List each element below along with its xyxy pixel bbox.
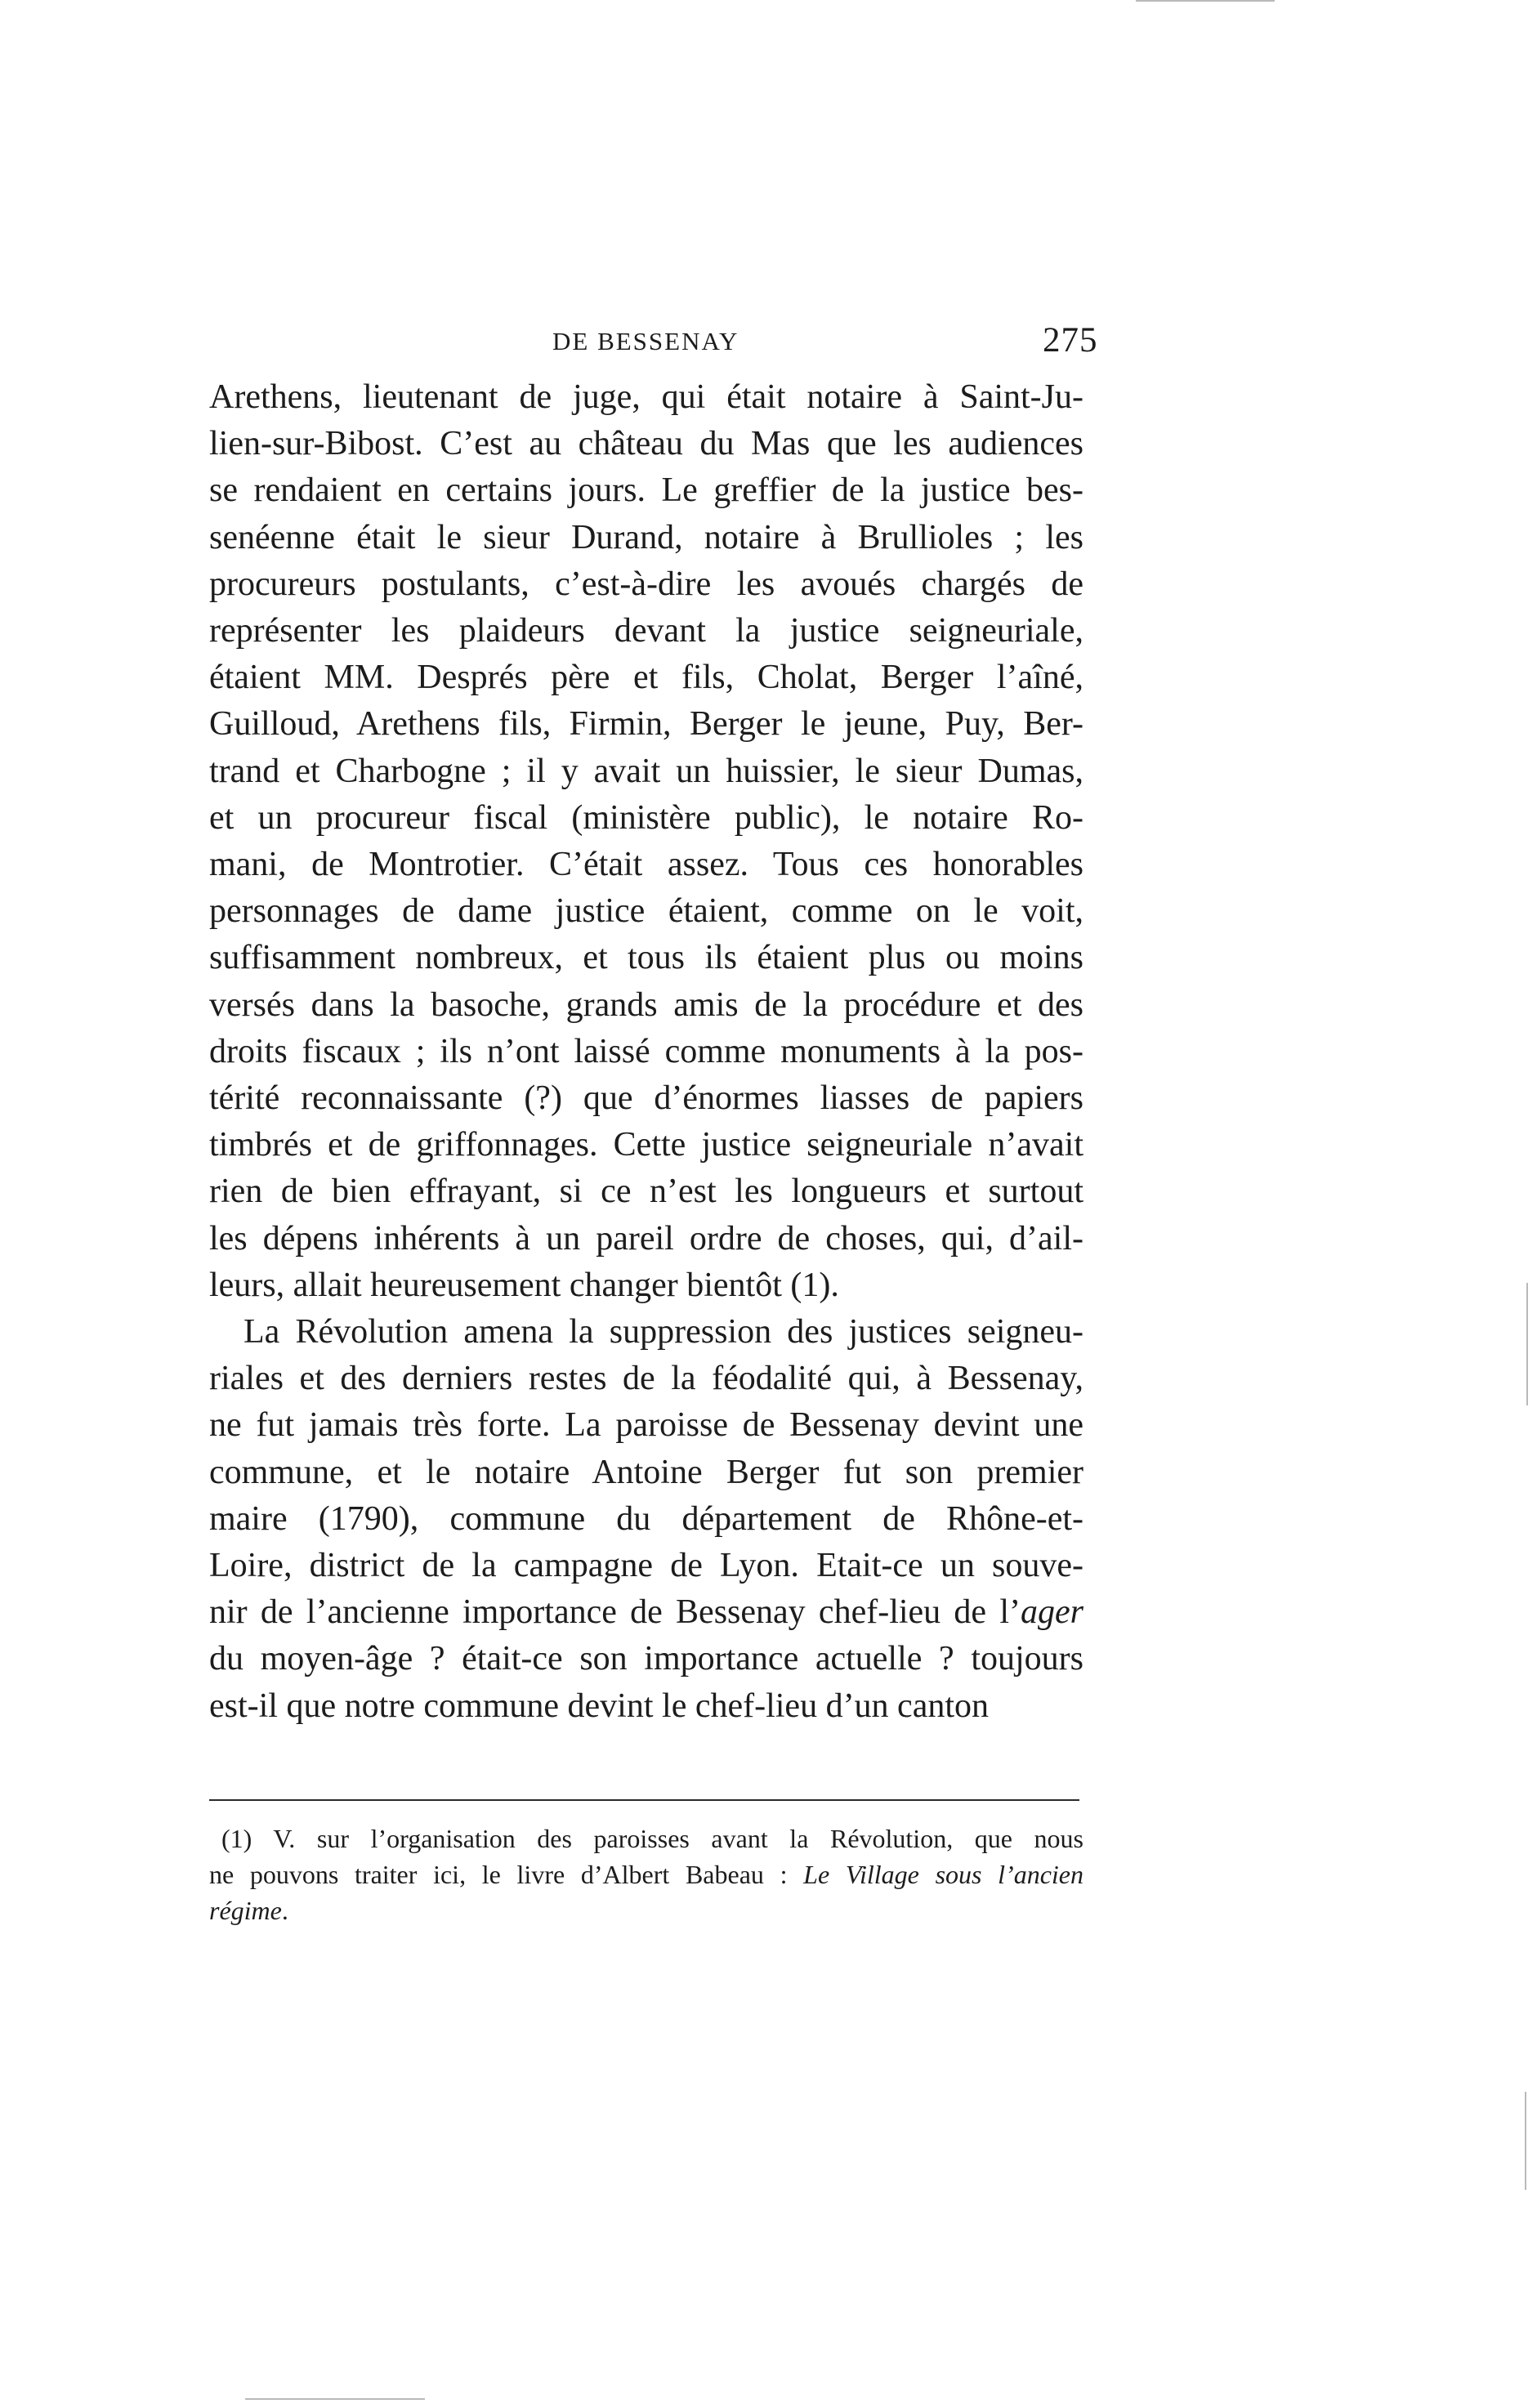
text-line: droits fiscaux ; ils n’ont laissé comme monuments à la pos-	[209, 1032, 1083, 1070]
text-line: ne fut jamais très forte. La paroisse de Bessenay devint une	[209, 1406, 1083, 1445]
footnote-title-end: régime	[209, 1896, 282, 1925]
text-line: timbrés et de griffonnages. Cette justice seigneuriale n’avait	[209, 1126, 1083, 1164]
paragraph-2	[209, 1309, 1083, 1730]
text-line: lien-sur-Bibost. C’est au château du Mas que les audiences	[209, 425, 1083, 463]
text-line: suffisamment nombreux, et tous ils étaient plus ou moins	[209, 939, 1083, 977]
text-line: senéenne était le sieur Durand, notaire à Brullioles ; les	[209, 518, 1083, 556]
text-line: rien de bien effrayant, si ce n’est les longueurs et surtout	[209, 1173, 1083, 1211]
text-line: mani, de Montrotier. C’était assez. Tous ces honorables	[209, 846, 1083, 884]
scan-edge-mark	[1136, 0, 1275, 2]
text-line: se rendaient en certains jours. Le greffier de la justice bes-	[209, 471, 1083, 510]
text-line: leurs, allait heureusement changer bientôt (1).	[209, 1266, 839, 1304]
footnote-title: Le Village sous l’ancien	[803, 1860, 1084, 1889]
scan-edge-mark	[1525, 2092, 1526, 2190]
footnote-text: ne pouvons traiter ici, le livre d’Albert Babeau :	[209, 1860, 804, 1889]
text-line: et un procureur fiscal (ministère public), le notaire Ro-	[209, 798, 1083, 837]
text-line: Arethens, lieutenant de juge, qui était notaire à Saint-Ju-	[209, 378, 1083, 416]
text-line: personnages de dame justice étaient, comme on le voit,	[209, 892, 1083, 931]
text-line: commune, et le notaire Antoine Berger fut son premier	[209, 1453, 1083, 1491]
text-line: Guilloud, Arethens fils, Firmin, Berger le jeune, Puy, Ber-	[209, 705, 1083, 744]
text-line: Loire, district de la campagne de Lyon. Etait-ce un souve-	[209, 1547, 1083, 1585]
footnote-line	[209, 1856, 1083, 1892]
footnote-line: (1) V. sur l’organisation des paroisses avant la Révolution, que nous	[221, 1824, 1083, 1853]
paragraph-1	[209, 374, 1083, 1309]
footnote-rule	[209, 1799, 1079, 1801]
footnote-line	[209, 1892, 1083, 1928]
text-line: du moyen-âge ? était-ce son importance actuelle ? toujours	[209, 1640, 1083, 1678]
text-line: versés dans la basoche, grands amis de la procédure et des	[209, 985, 1083, 1024]
text-line: procureurs postulants, c’est-à-dire les avoués chargés de	[209, 565, 1083, 603]
scan-edge-mark	[245, 2398, 425, 2400]
text-line: étaient MM. Després père et fils, Cholat, Berger l’aîné,	[209, 659, 1083, 697]
text-line: représenter les plaideurs devant la justice seigneuriale,	[209, 612, 1083, 650]
footnote-period: .	[281, 1896, 288, 1925]
text-line: les dépens inhérents à un pareil ordre de choses, qui, d’ail-	[209, 1219, 1083, 1258]
text-line	[209, 1589, 1083, 1636]
text-line: maire (1790), commune du département de Rhône-et-	[209, 1499, 1083, 1538]
running-head	[0, 320, 1537, 369]
text-line: trand et Charbogne ; il y avait un huissier, le sieur Dumas,	[209, 752, 1083, 790]
page-number: 275	[1043, 321, 1098, 360]
body-text	[209, 374, 1083, 1730]
italic-word: ager	[1021, 1593, 1083, 1632]
text-line: térité reconnaissante (?) que d’énormes liasses de papiers	[209, 1079, 1083, 1118]
text-line: est-il que notre commune devint le chef-lieu d’un canton	[209, 1686, 990, 1725]
footnote	[209, 1821, 1083, 1928]
text-line-prefix: nir de l’ancienne importance de Bessenay chef-lieu de l’	[209, 1593, 1021, 1632]
text-line: La Révolution amena la suppression des justices seigneu-	[244, 1313, 1083, 1351]
scan-edge-mark	[1526, 1283, 1528, 1405]
running-title: DE BESSENAY	[552, 327, 739, 355]
text-line: riales et des derniers restes de la féodalité qui, à Bessenay,	[209, 1360, 1083, 1398]
